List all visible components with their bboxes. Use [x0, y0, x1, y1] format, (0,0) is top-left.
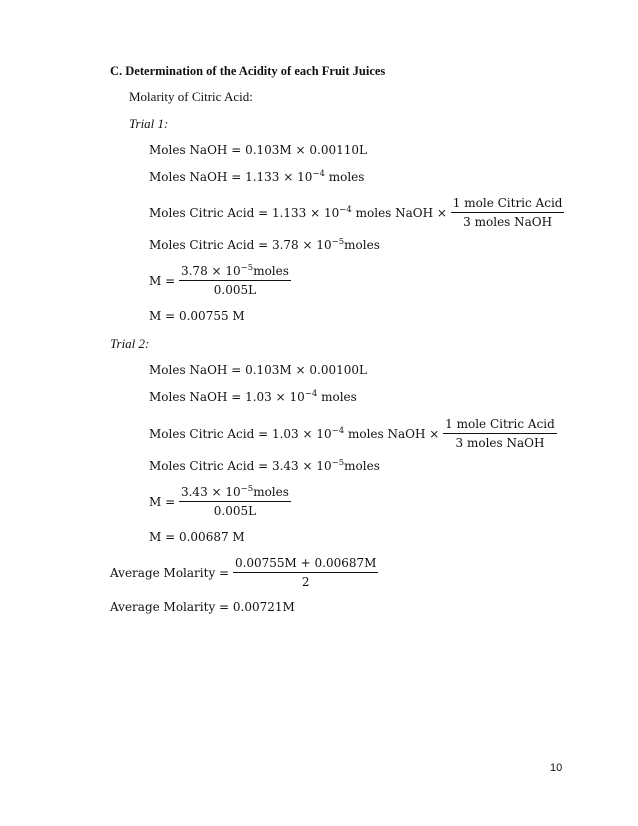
trial1-molarity-fraction-eq: M = $\frac{3.78 \times 10^{-5}moles}{0.005L}$	[149, 263, 289, 297]
trial1-moles-citric-eq: Moles Citric Acid = $1.133 \times 10^{-4}$ moles NaOH × $\frac{\text{1 mole Citric Acid}}{\text{3 moles NaOH}}$	[149, 196, 563, 229]
trial1-molarity-result: M = 0.00755 M	[149, 309, 245, 323]
average-molarity-result: Average Molarity = 0.00721M	[110, 600, 295, 614]
average-molarity-eq: Average Molarity = $\frac{0.00755M + 0.00687M}{2}$	[110, 556, 377, 589]
trial2-molarity-fraction-eq: M = $\frac{3.43 \times 10^{-5}moles}{0.005L}$	[149, 484, 289, 518]
trial1-moles-naoh-eq: Moles NaOH = 0.103M × 0.00110L	[149, 143, 367, 157]
page-number: 10	[550, 762, 563, 774]
trial2-label: Trial 2:	[110, 336, 150, 351]
trial2-moles-citric-result: Moles Citric Acid = $3.43 \times 10^{-5}moles$	[149, 458, 380, 473]
trial1-label: Trial 1:	[129, 116, 169, 131]
trial1-conversion-fraction: $\frac{\text{1 mole Citric Acid}}{\text{3 moles NaOH}}$	[452, 196, 563, 229]
section-subheading: Molarity of Citric Acid:	[129, 89, 253, 104]
trial1-moles-citric-result: Moles Citric Acid = $3.78 \times 10^{-5}moles$	[149, 237, 380, 252]
trial2-conversion-fraction: $\frac{\text{1 mole Citric Acid}}{\text{3 moles NaOH}}$	[445, 417, 555, 450]
section-heading: C. Determination of the Acidity of each Fruit Juices	[110, 64, 386, 78]
trial2-moles-naoh-result: Moles NaOH = $1.03 \times 10^{-4}$ moles	[149, 389, 357, 404]
trial1-moles-naoh-result: Moles NaOH = $1.133 \times 10^{-4}$ moles	[149, 169, 365, 184]
trial2-moles-naoh-eq: Moles NaOH = 0.103M × 0.00100L	[149, 363, 367, 377]
trial2-molarity-result: M = 0.00687 M	[149, 530, 245, 544]
trial2-moles-citric-eq: Moles Citric Acid = $1.03 \times 10^{-4}$ moles NaOH × $\frac{\text{1 mole Citric Acid}}{\text{3 moles NaOH}}$	[149, 417, 555, 450]
